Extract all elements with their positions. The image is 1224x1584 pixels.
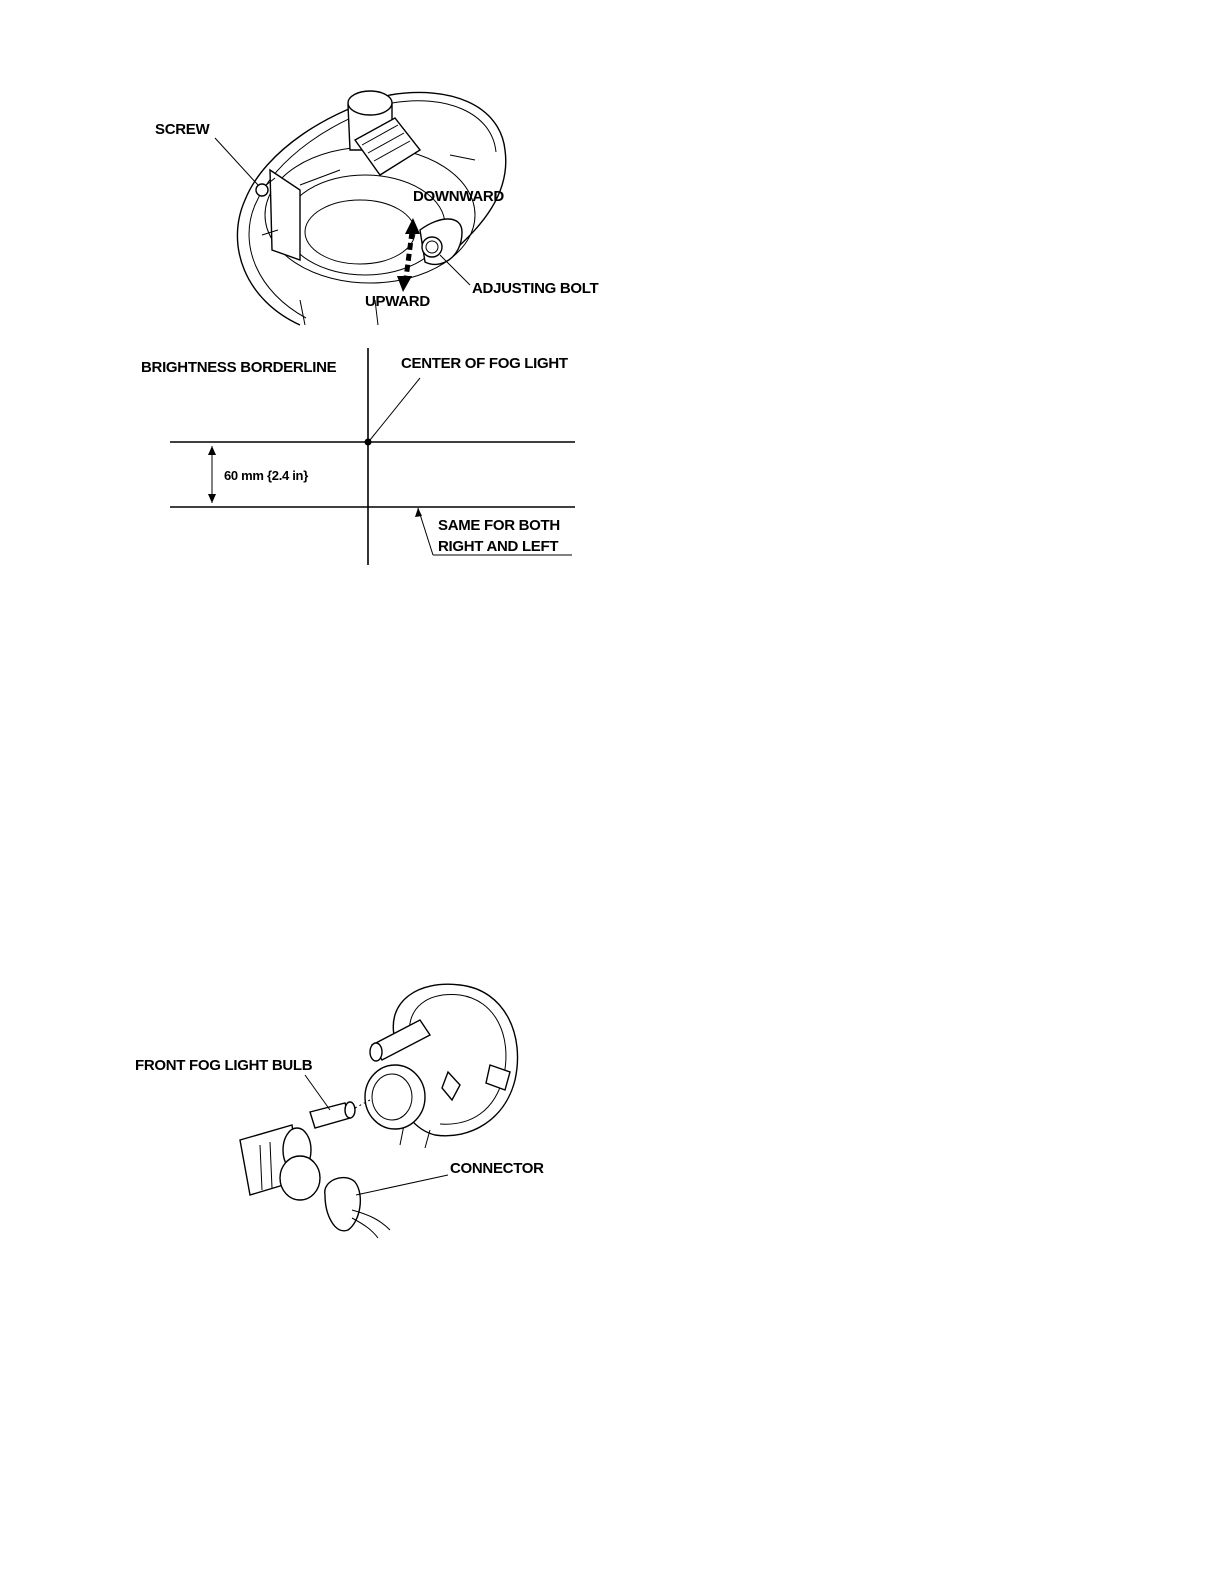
dimension-label: 60 mm {2.4 in}	[224, 468, 308, 483]
brightness-borderline-label: BRIGHTNESS BORDERLINE	[141, 359, 337, 376]
connector-label: CONNECTOR	[450, 1160, 544, 1177]
upward-label: UPWARD	[365, 293, 430, 310]
front-fog-light-bulb-label: FRONT FOG LIGHT BULB	[135, 1057, 313, 1074]
same-for-both-label: SAME FOR BOTH	[438, 517, 560, 534]
right-and-left-label: RIGHT AND LEFT	[438, 538, 559, 555]
downward-label: DOWNWARD	[413, 188, 504, 205]
center-of-fog-light-label: CENTER OF FOG LIGHT	[401, 355, 568, 372]
adjusting-bolt-label: ADJUSTING BOLT	[472, 280, 599, 297]
screw-label: SCREW	[155, 121, 210, 138]
